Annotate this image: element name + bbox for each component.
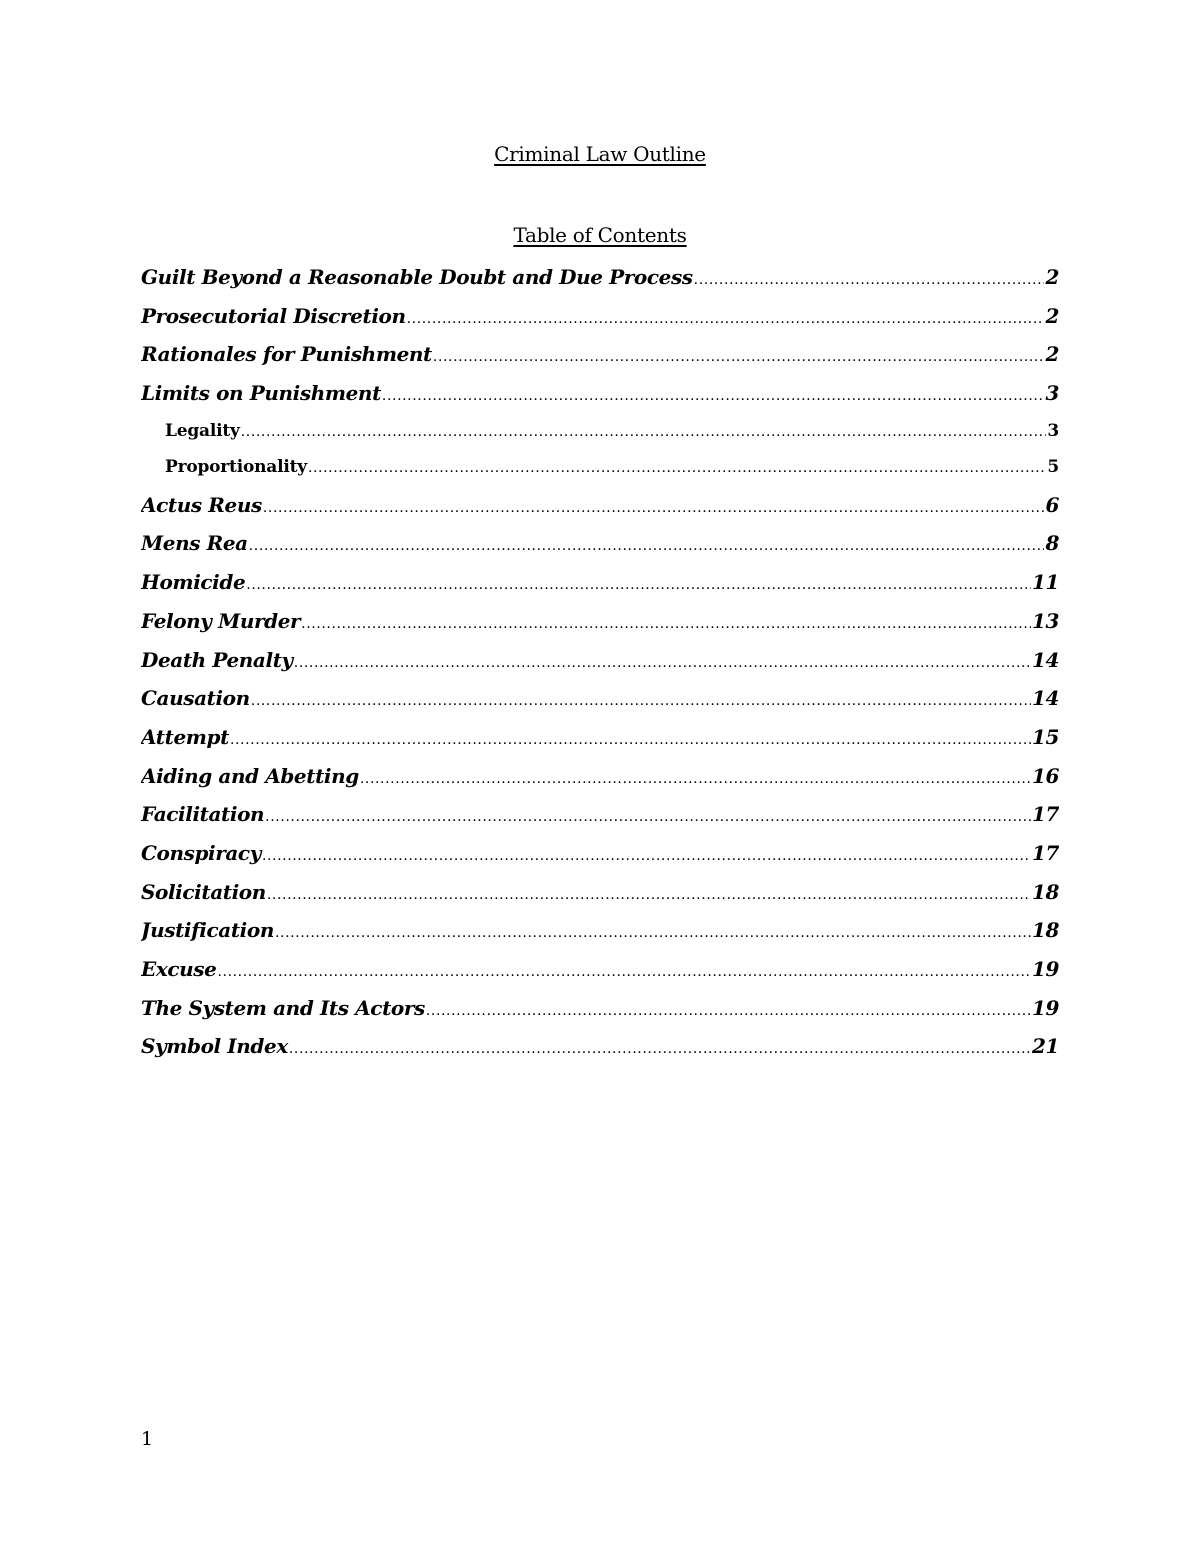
page-number: 1	[141, 1428, 154, 1450]
toc-dot-leader	[694, 258, 1045, 297]
toc-entry[interactable]	[141, 950, 1059, 989]
toc-dot-leader	[382, 374, 1045, 413]
toc-dot-leader	[308, 449, 1046, 486]
toc-dot-leader	[407, 297, 1045, 336]
toc-dot-leader	[267, 873, 1031, 912]
toc-entry[interactable]	[141, 679, 1059, 718]
table-of-contents	[141, 258, 1059, 1066]
toc-entry-label[interactable]: Facilitation	[141, 802, 265, 827]
toc-entry-page-number: 3	[1047, 420, 1059, 441]
toc-entry-page-number: 14	[1031, 647, 1059, 672]
toc-entry-page-number: 19	[1031, 995, 1059, 1020]
toc-entry-page-number: 17	[1031, 802, 1059, 827]
toc-entry-label[interactable]: Causation	[141, 686, 250, 711]
toc-entry-page-number: 21	[1031, 1034, 1059, 1059]
toc-entry[interactable]	[141, 374, 1059, 413]
toc-entry-label[interactable]: Solicitation	[141, 879, 266, 904]
toc-entry-label[interactable]: Excuse	[141, 957, 217, 981]
toc-entry[interactable]	[141, 911, 1059, 950]
toc-entry[interactable]	[141, 486, 1059, 525]
toc-entry[interactable]	[141, 834, 1059, 873]
toc-dot-leader	[433, 335, 1045, 374]
toc-entry-page-number: 15	[1031, 724, 1059, 749]
toc-entry-label[interactable]: Aiding and Abetting	[141, 763, 359, 788]
toc-dot-leader	[262, 834, 1031, 873]
toc-entry-label[interactable]: Proportionality	[165, 457, 307, 478]
toc-dot-leader	[251, 679, 1031, 718]
toc-dot-leader	[289, 1027, 1031, 1066]
toc-dot-leader	[217, 950, 1030, 989]
toc-entry-label[interactable]: Limits on Punishment	[141, 381, 381, 406]
toc-entry[interactable]	[141, 258, 1059, 297]
toc-entry-label[interactable]: The System and Its Actors	[141, 995, 425, 1020]
toc-entry-page-number: 11	[1031, 570, 1059, 595]
toc-dot-leader	[246, 563, 1031, 602]
toc-entry-page-number: 18	[1031, 918, 1059, 943]
toc-entry-label[interactable]: Death Penalty	[141, 647, 293, 672]
toc-dot-leader	[426, 989, 1031, 1028]
toc-entry-label[interactable]: Mens Rea	[141, 531, 248, 556]
toc-entry[interactable]	[141, 602, 1059, 641]
toc-subentry[interactable]	[141, 449, 1059, 486]
toc-entry-label[interactable]: Guilt Beyond a Reasonable Doubt and Due Process	[141, 265, 693, 289]
toc-entry[interactable]	[141, 641, 1059, 680]
toc-entry-label[interactable]: Prosecutorial Discretion	[141, 303, 406, 328]
toc-entry[interactable]	[141, 297, 1059, 336]
toc-entry-page-number: 13	[1031, 608, 1059, 633]
toc-entry-page-number: 8	[1045, 531, 1059, 556]
toc-entry-label[interactable]: Justification	[141, 918, 274, 943]
toc-entry-page-number: 3	[1045, 381, 1059, 406]
toc-entry-page-number: 2	[1045, 342, 1059, 367]
toc-entry[interactable]	[141, 795, 1059, 834]
toc-entry[interactable]	[141, 989, 1059, 1028]
document-title: Criminal Law Outline	[494, 142, 706, 166]
toc-entry-page-number: 18	[1031, 879, 1059, 904]
toc-subentry[interactable]	[141, 413, 1059, 450]
toc-dot-leader	[249, 524, 1045, 563]
toc-entry-label[interactable]: Conspiracy	[141, 840, 261, 865]
toc-dot-leader	[294, 641, 1031, 680]
toc-dot-leader	[241, 413, 1047, 450]
toc-entry-page-number: 17	[1031, 840, 1059, 865]
toc-entry[interactable]	[141, 563, 1059, 602]
toc-entry[interactable]	[141, 524, 1059, 563]
toc-dot-leader	[360, 757, 1031, 796]
toc-entry-page-number: 2	[1045, 265, 1059, 289]
toc-entry-label[interactable]: Attempt	[141, 724, 229, 749]
toc-entry-label[interactable]: Legality	[165, 420, 240, 441]
toc-entry[interactable]	[141, 335, 1059, 374]
toc-dot-leader	[265, 795, 1031, 834]
toc-entry-page-number: 14	[1031, 686, 1059, 711]
toc-entry-page-number: 16	[1031, 763, 1059, 788]
toc-heading: Table of Contents	[513, 223, 687, 247]
toc-entry-page-number: 6	[1045, 492, 1059, 517]
toc-entry-page-number: 2	[1045, 303, 1059, 328]
toc-dot-leader	[301, 602, 1031, 641]
toc-entry-label[interactable]: Symbol Index	[141, 1034, 288, 1059]
toc-dot-leader	[263, 486, 1045, 525]
toc-entry-label[interactable]: Actus Reus	[141, 492, 262, 517]
toc-entry[interactable]	[141, 873, 1059, 912]
toc-dot-leader	[230, 718, 1031, 757]
toc-entry-label[interactable]: Felony Murder	[141, 608, 301, 633]
toc-dot-leader	[275, 911, 1031, 950]
toc-entry-page-number: 19	[1031, 957, 1059, 981]
toc-entry-page-number: 5	[1047, 457, 1059, 478]
toc-entry-label[interactable]: Rationales for Punishment	[141, 342, 432, 367]
toc-entry-label[interactable]: Homicide	[141, 570, 246, 595]
toc-entry[interactable]	[141, 757, 1059, 796]
toc-entry[interactable]	[141, 718, 1059, 757]
toc-entry[interactable]	[141, 1027, 1059, 1066]
